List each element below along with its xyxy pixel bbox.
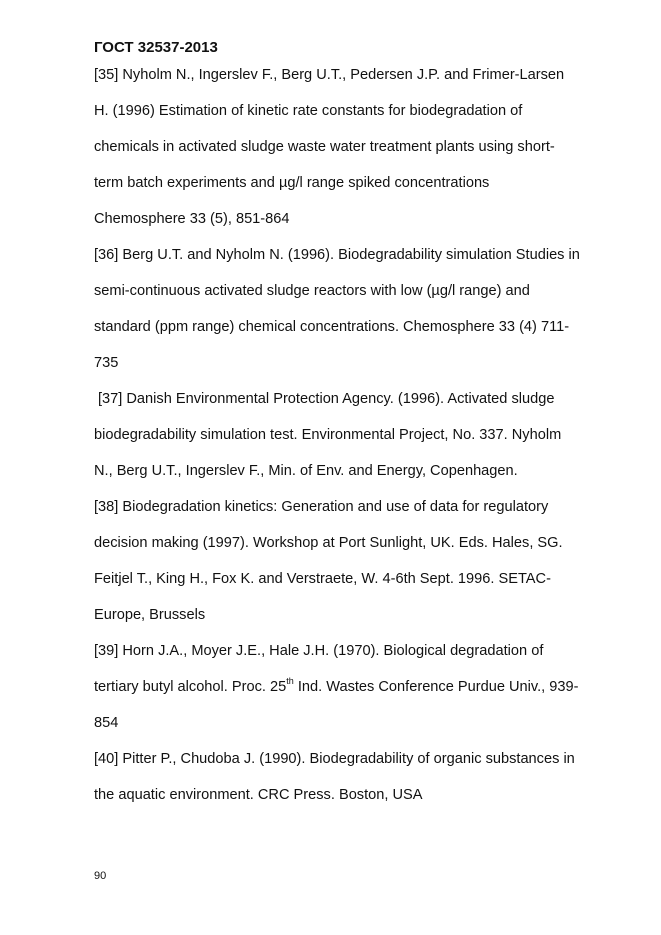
reference-line: [40] Pitter P., Chudoba J. (1990). Biodegradability of organic substances in: [94, 751, 575, 767]
reference-line: Chemosphere 33 (5), 851-864: [94, 211, 290, 227]
standard-id: ГОСТ 32537-2013: [94, 39, 218, 56]
reference-line: N., Berg U.T., Ingerslev F., Min. of Env. and Energy, Copenhagen.: [94, 463, 518, 479]
reference-line: semi-continuous activated sludge reactors with low (µg/l range) and: [94, 283, 530, 299]
reference-line: [37] Danish Environmental Protection Agency. (1996). Activated sludge: [98, 391, 555, 407]
reference-item-35: [94, 57, 624, 237]
reference-line: biodegradability simulation test. Environmental Project, No. 337. Nyholm: [94, 427, 562, 443]
reference-line: Feitjel T., King H., Fox K. and Verstraete, W. 4-6th Sept. 1996. SETAC-: [94, 571, 551, 587]
reference-line: the aquatic environment. CRC Press. Boston, USA: [94, 787, 423, 803]
reference-line: [38] Biodegradation kinetics: Generation and use of data for regulatory: [94, 499, 549, 515]
reference-item-40: [94, 741, 624, 813]
reference-line: 735: [94, 355, 119, 371]
reference-item-39: [94, 633, 624, 741]
reference-line: decision making (1997). Workshop at Port Sunlight, UK. Eds. Hales, SG.: [94, 535, 563, 551]
reference-line: 854: [94, 715, 119, 731]
reference-line: [35] Nyholm N., Ingerslev F., Berg U.T., Pedersen J.P. and Frimer-Larsen: [94, 67, 565, 83]
reference-line: [94, 669, 624, 705]
reference-line: [39] Horn J.A., Moyer J.E., Hale J.H. (1970). Biological degradation of: [94, 643, 544, 659]
reference-item-37: [94, 381, 624, 489]
reference-item-38: [94, 489, 624, 633]
reference-line: standard (ppm range) chemical concentrations. Chemosphere 33 (4) 711-: [94, 319, 570, 335]
ordinal-superscript: th: [286, 676, 294, 687]
reference-line: Europe, Brussels: [94, 607, 206, 623]
document-header: [94, 39, 218, 57]
reference-line: H. (1996) Estimation of kinetic rate constants for biodegradation of: [94, 103, 523, 119]
reference-line: [36] Berg U.T. and Nyholm N. (1996). Biodegradability simulation Studies in: [94, 247, 580, 263]
reference-text: tertiary butyl alcohol. Proc. 25: [94, 679, 287, 695]
reference-line: chemicals in activated sludge waste water treatment plants using short-: [94, 139, 555, 155]
page-number: 90: [94, 870, 107, 882]
reference-text: Ind. Wastes Conference Purdue Univ., 939-: [293, 679, 579, 695]
reference-list: [94, 57, 624, 813]
reference-item-36: [94, 237, 624, 381]
reference-line: term batch experiments and µg/l range spiked concentrations: [94, 175, 490, 191]
